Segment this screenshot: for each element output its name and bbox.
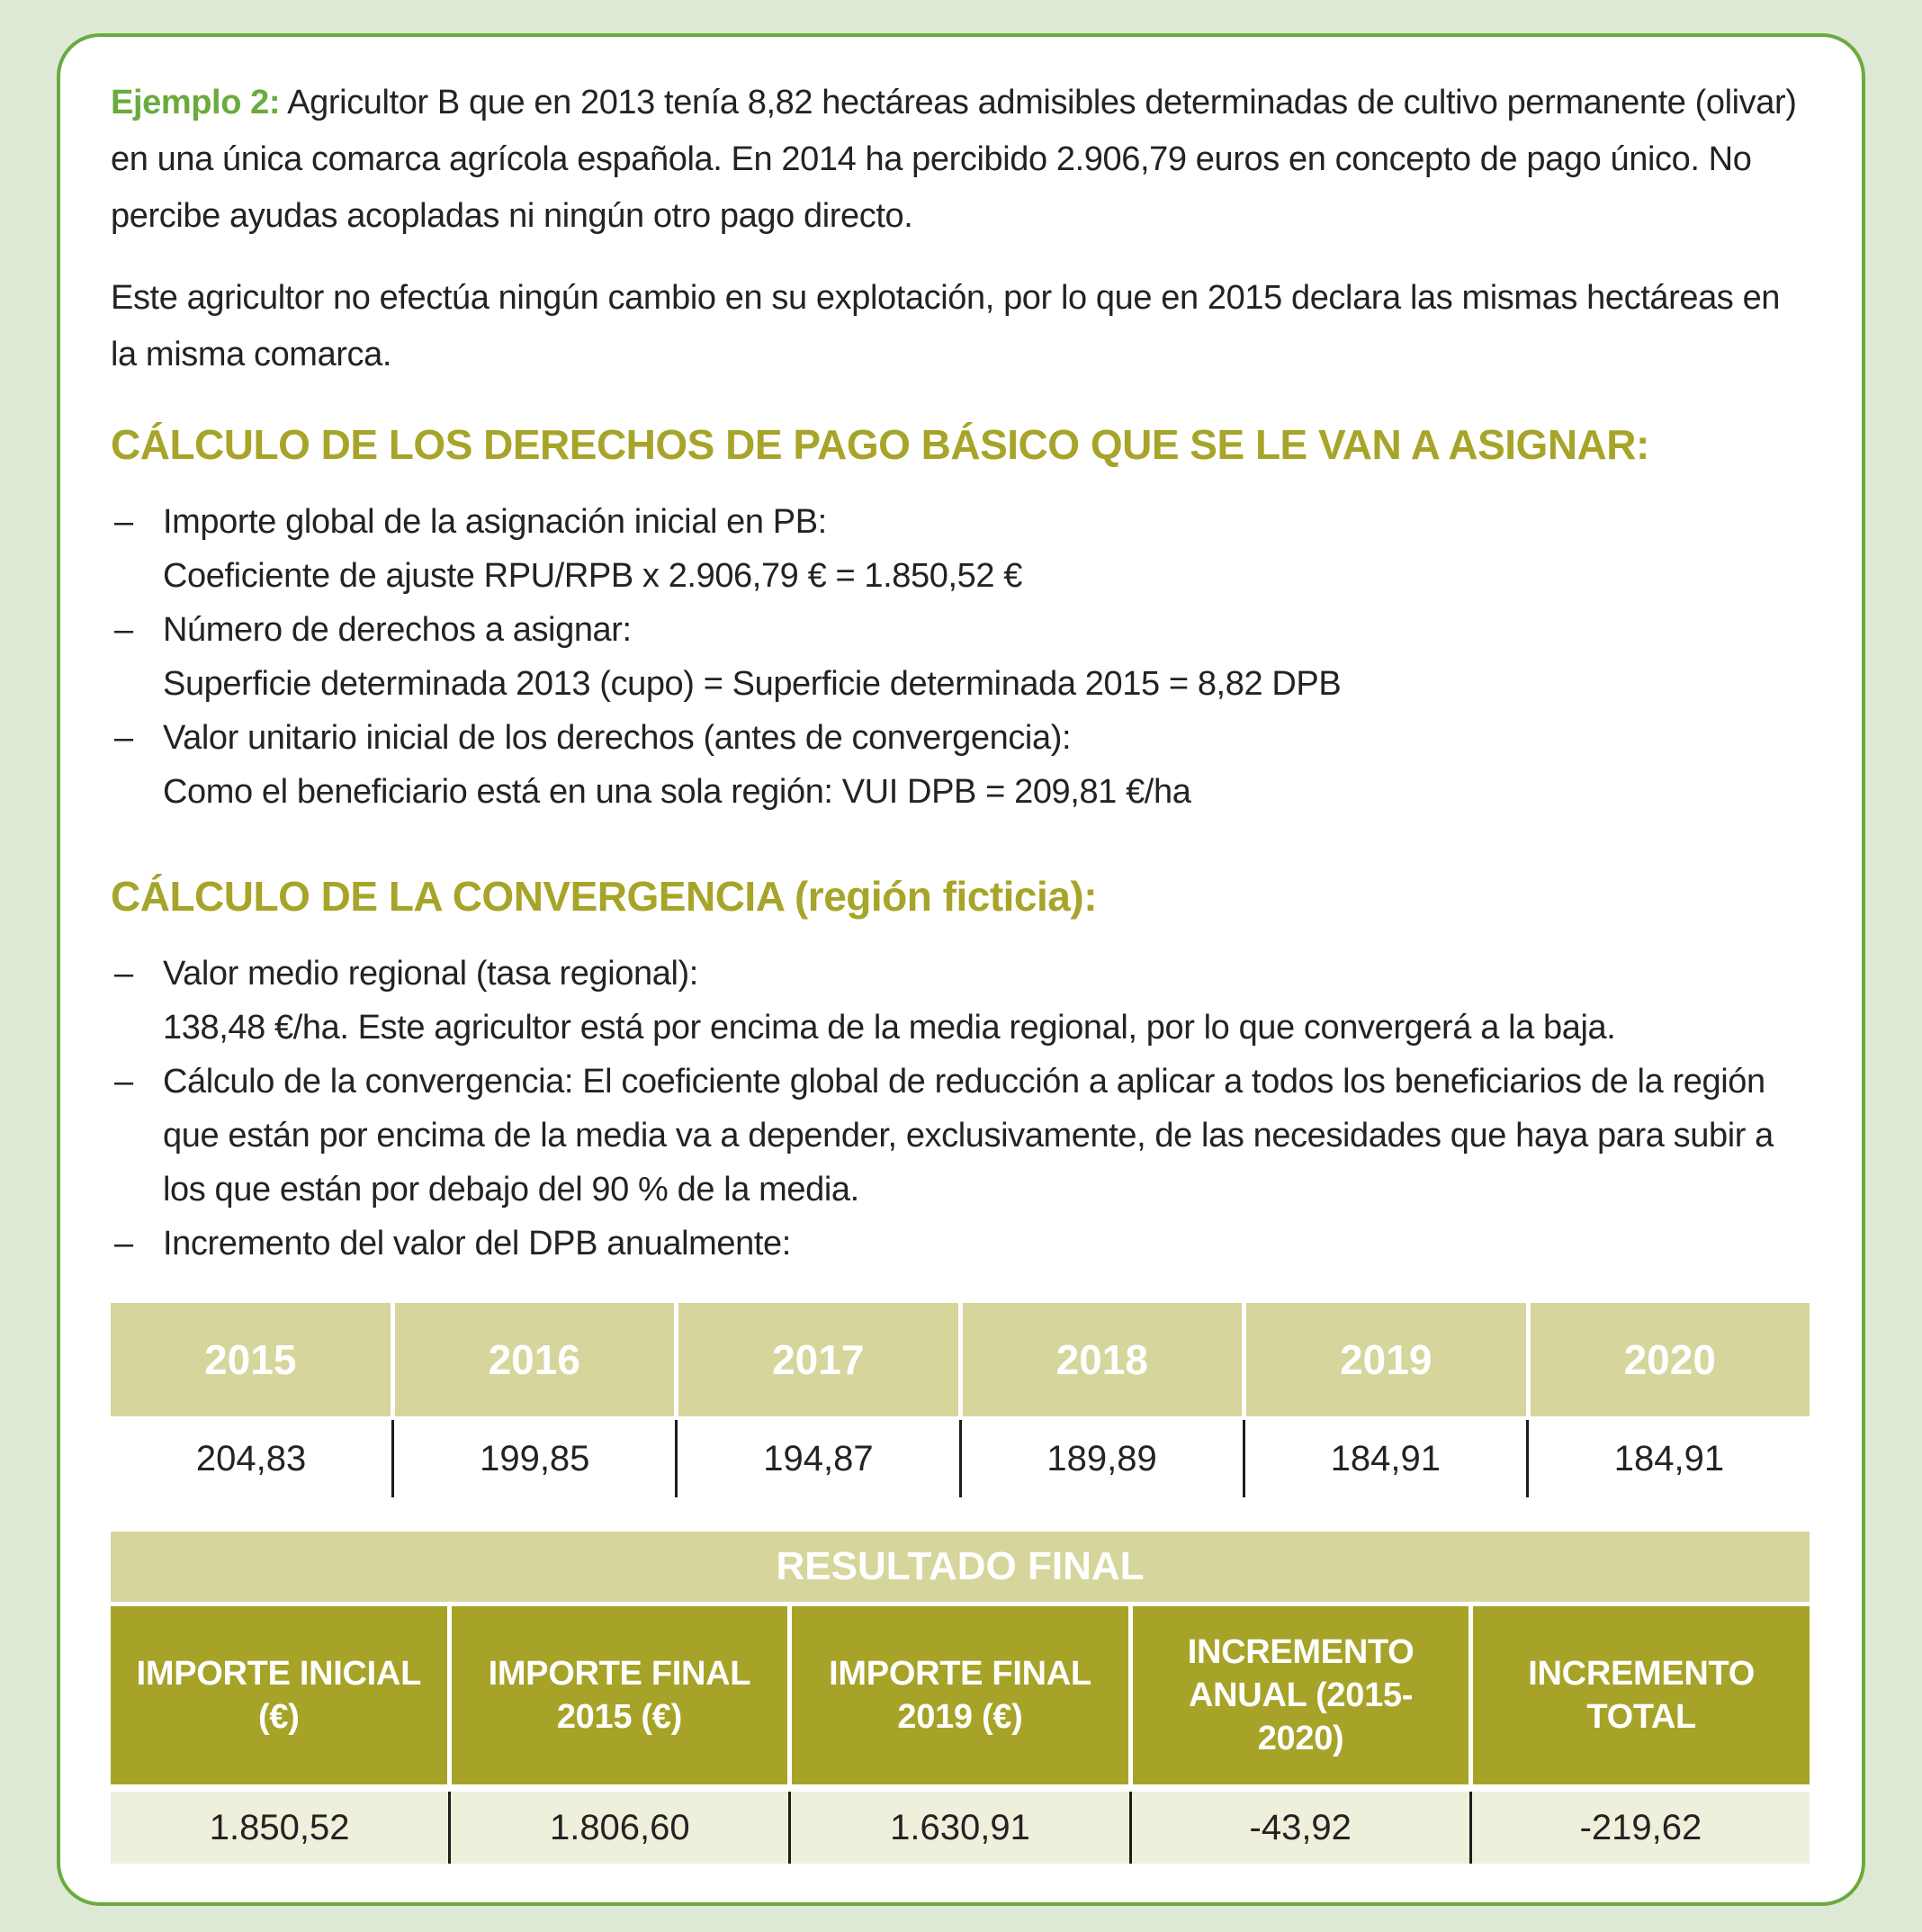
bullet-list-asignacion: [111, 495, 1810, 819]
result-value-cell: 1.806,60: [448, 1792, 788, 1864]
year-header-cell: 2017: [678, 1303, 958, 1416]
year-header-cell: 2019: [1246, 1303, 1526, 1416]
card-content: [60, 37, 1862, 1864]
result-table-header-row: [111, 1606, 1810, 1784]
bullet-label: Valor unitario inicial de los derechos (antes de convergencia):: [163, 719, 1072, 757]
result-header-cell: IMPORTE FINAL 2015 (€): [452, 1606, 788, 1784]
bullet-label: Incremento del valor del DPB anualmente:: [163, 1225, 791, 1263]
bullet-dash: –: [114, 503, 133, 541]
result-table-title: RESULTADO FINAL: [111, 1532, 1810, 1602]
bullet-dash: –: [114, 955, 133, 993]
bullet-detail: Coeficiente de ajuste RPU/RPB x 2.906,79 € = 1.850,52 €: [163, 557, 1023, 595]
result-value-cell: -43,92: [1129, 1792, 1469, 1864]
bullet-dash: –: [114, 611, 133, 649]
year-header-cell: 2018: [963, 1303, 1243, 1416]
bullet-dash: –: [114, 719, 133, 757]
year-header-cell: 2020: [1531, 1303, 1810, 1416]
years-table: [111, 1303, 1810, 1497]
section-heading-asignacion: CÁLCULO DE LOS DERECHOS DE PAGO BÁSICO QUE SE LE VAN A ASIGNAR:: [111, 421, 1649, 468]
list-item: [111, 495, 1810, 603]
result-table: [111, 1532, 1810, 1864]
list-item: [111, 711, 1810, 819]
bullet-label: Cálculo de la convergencia: El coeficiente global de reducción a aplicar a todos los beneficiarios de la región que están por encima de la media va a depender, exclusivamente, de las necesidades que haya para subir a los que están por debajo del 90 % de la media.: [163, 1063, 1774, 1209]
intro-paragraph-2: Este agricultor no efectúa ningún cambio en su explotación, por lo que en 2015 declara las mismas hectáreas en la misma comarca.: [111, 279, 1781, 373]
year-value-cell: 189,89: [959, 1420, 1243, 1497]
year-value-cell: 199,85: [391, 1420, 675, 1497]
year-value-cell: 184,91: [1243, 1420, 1526, 1497]
bullet-dash: –: [114, 1063, 133, 1101]
year-header-cell: 2016: [395, 1303, 675, 1416]
result-value-cell: 1.850,52: [111, 1792, 448, 1864]
section-heading-convergencia: CÁLCULO DE LA CONVERGENCIA (región ficticia):: [111, 873, 1098, 920]
year-value-cell: 184,91: [1526, 1420, 1810, 1497]
intro-paragraph-1-text: Agricultor B que en 2013 tenía 8,82 hectáreas admisibles determinadas de cultivo permanente (olivar) en una única comarca agrícola española. En 2014 ha percibido 2.906,79 euros en concepto de pago único. No percibe ayudas acopladas ni ningún otro pago directo.: [111, 84, 1797, 235]
bullet-label: Número de derechos a asignar:: [163, 611, 632, 649]
bullet-detail: Como el beneficiario está en una sola región: VUI DPB = 209,81 €/ha: [163, 773, 1191, 811]
bullet-dash: –: [114, 1225, 133, 1263]
bullet-list-convergencia: [111, 947, 1810, 1271]
list-item: [111, 1055, 1810, 1217]
years-table-value-row: [111, 1420, 1810, 1497]
bullet-label: Importe global de la asignación inicial en PB:: [163, 503, 827, 541]
year-header-cell: 2015: [111, 1303, 391, 1416]
list-item: [111, 603, 1810, 711]
result-table-value-row: [111, 1792, 1810, 1864]
result-header-cell: IMPORTE INICIAL (€): [111, 1606, 447, 1784]
year-value-cell: 194,87: [675, 1420, 958, 1497]
bullet-label: Valor medio regional (tasa regional):: [163, 955, 698, 993]
result-header-cell: INCREMENTO ANUAL (2015-2020): [1133, 1606, 1469, 1784]
year-value-cell: 204,83: [195, 1438, 307, 1478]
bullet-detail: 138,48 €/ha. Este agricultor está por encima de la media regional, por lo que convergerá a la baja.: [163, 1009, 1616, 1047]
years-table-header-row: [111, 1303, 1810, 1416]
example-card: [57, 33, 1865, 1906]
list-item: [111, 1217, 1810, 1271]
result-value-cell: -219,62: [1469, 1792, 1810, 1864]
result-header-cell: IMPORTE FINAL 2019 (€): [792, 1606, 1128, 1784]
bullet-detail: Superficie determinada 2013 (cupo) = Superficie determinada 2015 = 8,82 DPB: [163, 665, 1342, 703]
result-header-cell: INCREMENTO TOTAL: [1473, 1606, 1810, 1784]
intro-paragraph-1: [111, 75, 1810, 245]
example-lead: Ejemplo 2:: [111, 84, 281, 121]
list-item: [111, 947, 1810, 1055]
result-value-cell: 1.630,91: [788, 1792, 1128, 1864]
